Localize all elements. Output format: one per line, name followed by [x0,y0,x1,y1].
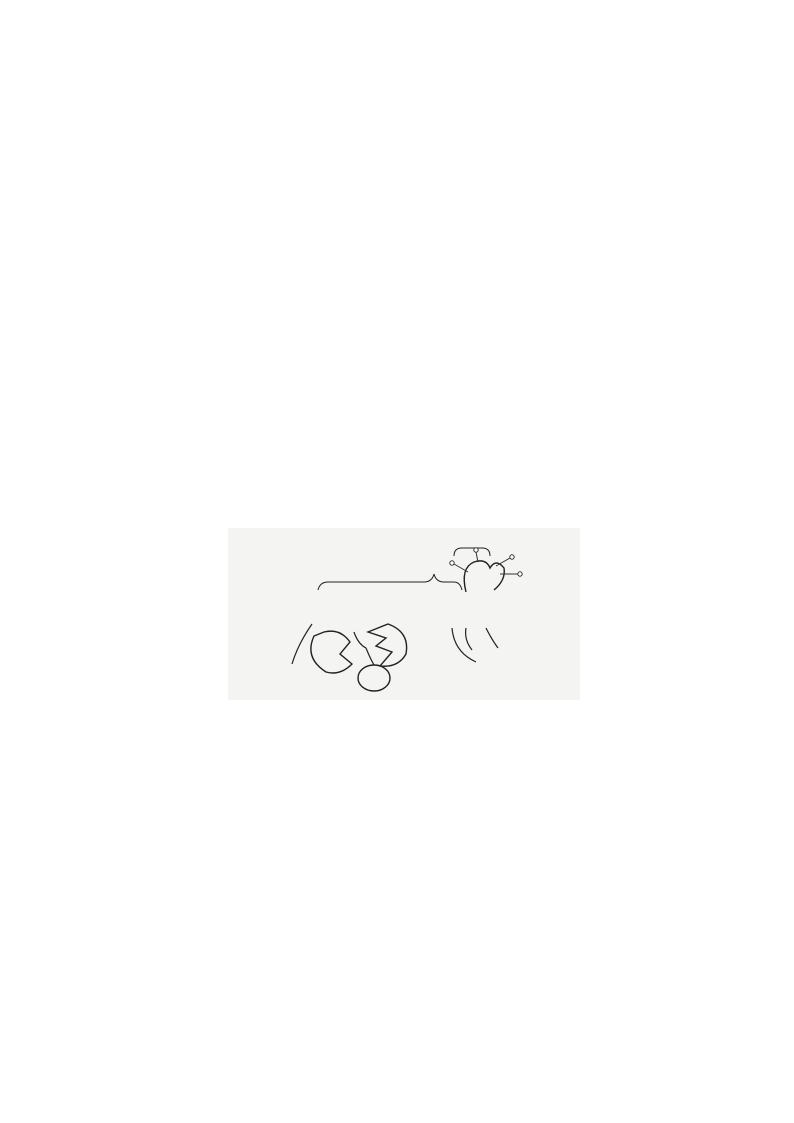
bracket-beta [454,548,490,556]
n-terminal-chain [292,624,312,664]
domain-n-shape [368,624,407,666]
flippase-structure-figure [228,528,580,700]
linker-chain [354,632,374,665]
beta-loop [464,561,504,592]
beta-c-chain [486,628,498,648]
domain-p-shape [358,665,390,691]
a-c-chain [452,628,476,662]
beta-n-chain [466,628,472,650]
domain-a-shape [311,631,352,673]
bracket-ten-tm [318,574,462,590]
membrane-diagram [228,528,580,700]
